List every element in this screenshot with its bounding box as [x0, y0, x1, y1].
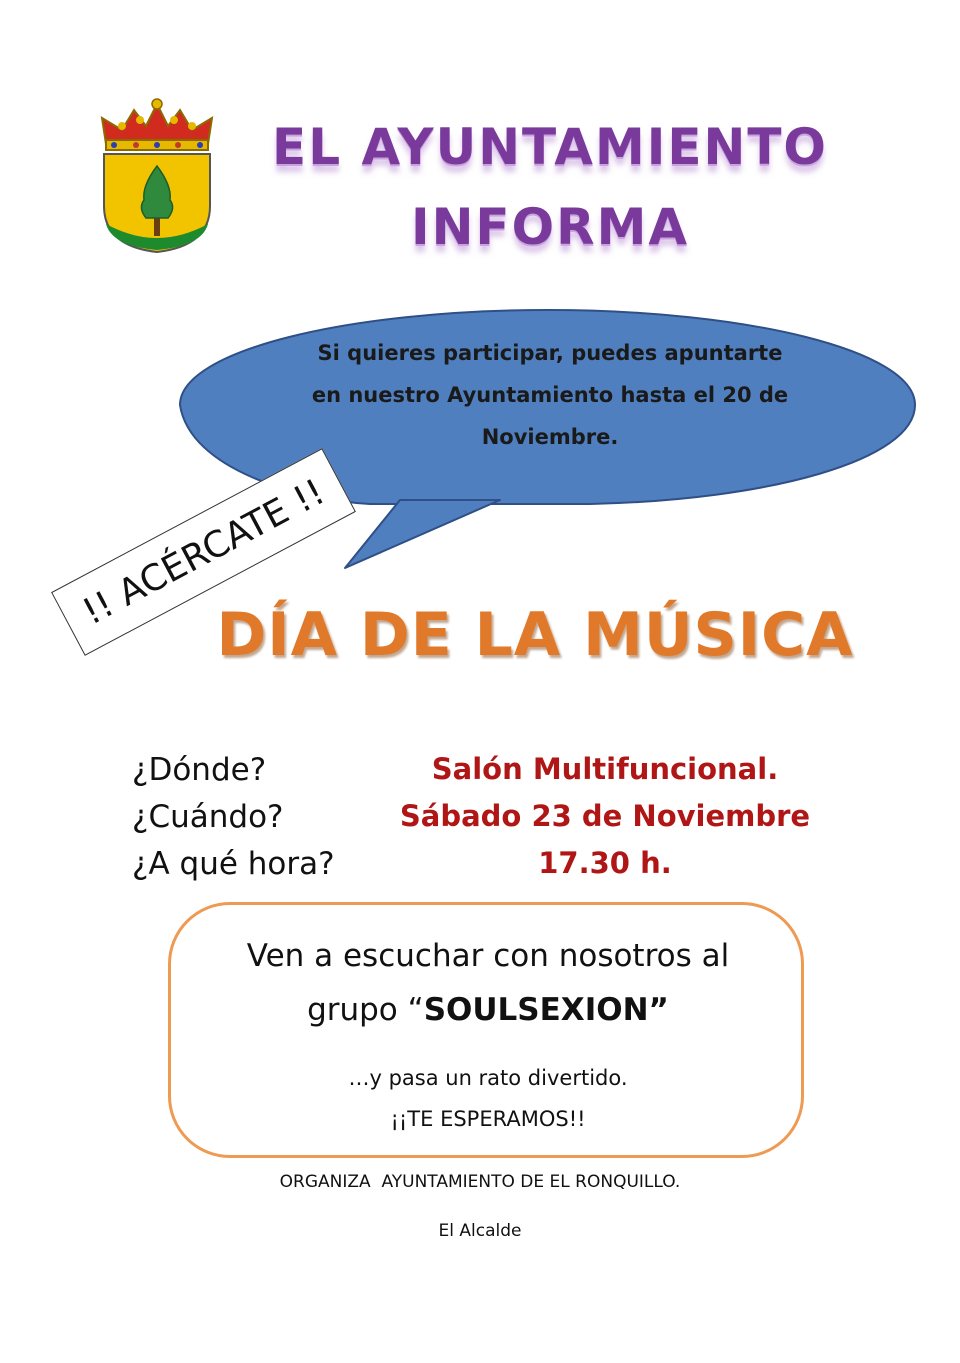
detail-answer-time: 17.30 h. — [538, 846, 672, 880]
invitation-line-3: …y pasa un rato divertido. — [348, 1066, 628, 1090]
mayor-signature-label: El Alcalde — [438, 1221, 522, 1241]
bubble-line-2: en nuestro Ayuntamiento hasta el 20 de — [311, 383, 789, 407]
header-title-line-1: EL AYUNTAMIENTO — [272, 118, 828, 176]
event-title: DÍA DE LA MÚSICA — [216, 600, 854, 670]
detail-question-time: ¿A qué hora? — [132, 846, 335, 882]
invitation-line-2-suffix: ” — [648, 992, 669, 1028]
detail-answer-when: Sábado 23 de Noviembre — [399, 799, 811, 833]
sign-text: !! ACÉRCATE !! — [75, 471, 332, 633]
invitation-line-4: ¡¡TE ESPERAMOS!! — [390, 1107, 586, 1131]
band-name: SOULSEXION — [423, 992, 649, 1028]
invitation-line-1: Ven a escuchar con nosotros al — [246, 938, 730, 974]
header-title-line-2: INFORMA — [410, 198, 690, 256]
detail-answer-where: Salón Multifuncional. — [431, 752, 779, 786]
detail-question-where: ¿Dónde? — [132, 752, 267, 788]
bubble-line-1: Si quieres participar, puedes apuntarte — [317, 341, 783, 365]
organizer-text: ORGANIZA AYUNTAMIENTO DE EL RONQUILLO. — [279, 1172, 681, 1192]
detail-question-when: ¿Cuándo? — [132, 799, 284, 835]
invitation-line-2-prefix: grupo “ — [307, 992, 424, 1028]
bubble-message — [270, 332, 830, 458]
invitation-line-2 — [168, 992, 808, 1028]
coat-of-arms-icon — [92, 96, 222, 256]
bubble-line-3: Noviembre. — [481, 425, 619, 449]
